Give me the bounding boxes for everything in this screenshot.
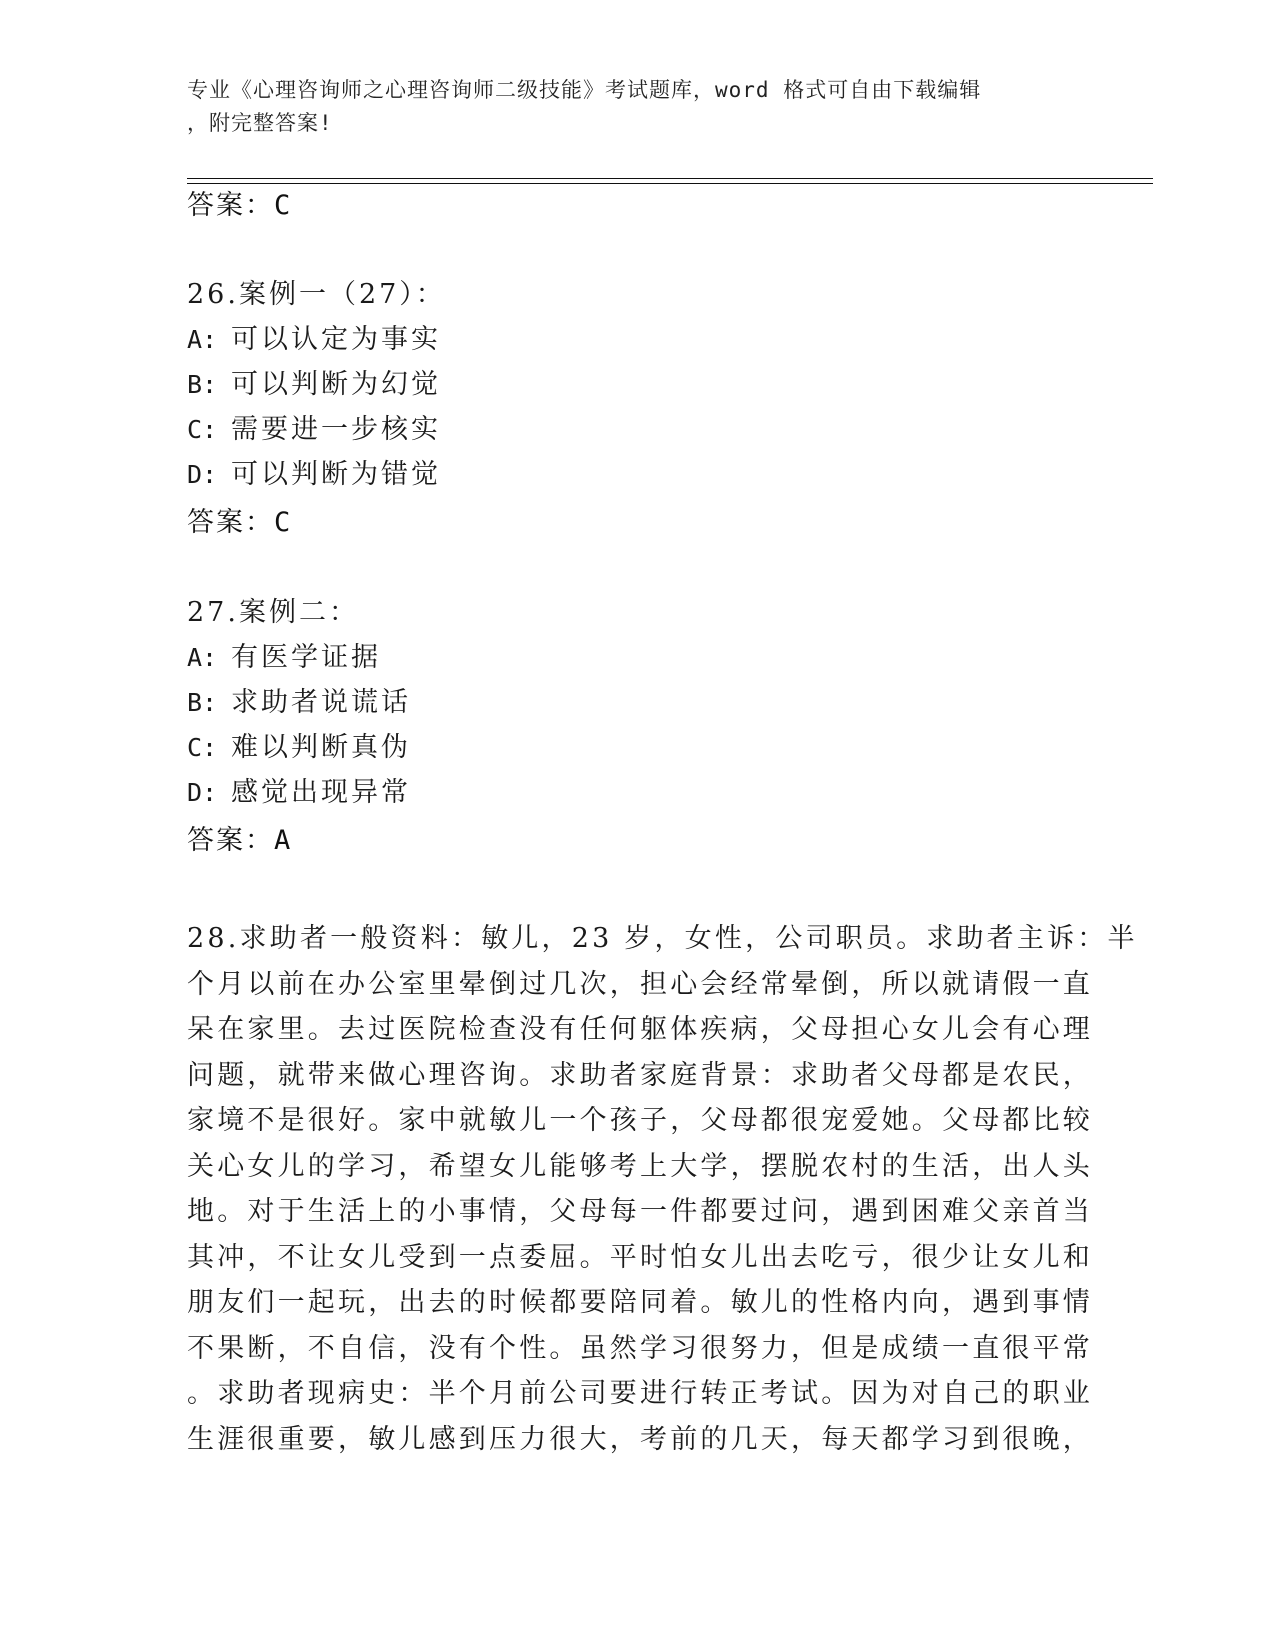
option-letter: C: — [187, 415, 218, 444]
passage-line: 其冲，不让女儿受到一点委屈。平时怕女儿出去吃亏，很少让女儿和 — [187, 1241, 1093, 1273]
option-b — [187, 680, 1107, 725]
header-line-2: ，附完整答案! — [187, 111, 333, 135]
passage-line: 呆在家里。去过医院检查没有任何躯体疾病，父母担心女儿会有心理 — [187, 1014, 1093, 1045]
passage-line: 地。对于生活上的小事情，父母每一件都要过问，遇到困难父亲首当 — [187, 1196, 1093, 1227]
option-text: 可以认定为事实 — [231, 324, 441, 355]
answer-label: 答案： — [187, 825, 274, 856]
header-divider-top — [187, 178, 1153, 179]
option-text: 难以判断真伪 — [231, 732, 411, 763]
option-letter: B: — [187, 370, 218, 399]
passage-line: 关心女儿的学习，希望女儿能够考上大学，摆脱农村的生活，出人头 — [187, 1150, 1093, 1182]
passage-line: 家境不是很好。家中就敏儿一个孩子，父母都很宠爱她。父母都比较 — [187, 1105, 1093, 1136]
passage-line: 朋友们一起玩，出去的时候都要陪同着。敏儿的性格内向，遇到事情 — [187, 1287, 1093, 1318]
option-a — [187, 635, 1107, 680]
question-26 — [187, 272, 1107, 497]
passage-line: 问题，就带来做心理咨询。求助者家庭背景：求助者父母都是农民， — [187, 1059, 1093, 1091]
passage-line: 生涯很重要，敏儿感到压力很大，考前的几天，每天都学习到很晚， — [187, 1423, 1093, 1455]
option-text: 可以判断为错觉 — [231, 459, 441, 490]
header-divider-bottom — [187, 183, 1153, 184]
option-text: 求助者说谎话 — [231, 687, 411, 718]
option-d — [187, 770, 1107, 815]
option-text: 需要进一步核实 — [231, 414, 441, 445]
answer-value: A — [274, 825, 293, 856]
answer-q26 — [187, 505, 292, 541]
passage-line: 个月以前在办公室里晕倒过几次，担心会经常晕倒，所以就请假一直 — [187, 968, 1093, 1000]
header-line-1: 专业《心理咨询师之心理咨询师二级技能》考试题库，word 格式可自由下载编辑 — [187, 78, 982, 102]
answer-value: C — [274, 507, 293, 538]
answer-q25 — [187, 188, 292, 224]
option-c — [187, 725, 1107, 770]
option-letter: C: — [187, 733, 218, 762]
option-letter: A: — [187, 643, 218, 672]
question-27 — [187, 590, 1107, 815]
option-text: 有医学证据 — [231, 642, 381, 673]
option-letter: D: — [187, 460, 218, 489]
option-d — [187, 452, 1107, 497]
option-letter: B: — [187, 688, 218, 717]
answer-value: C — [274, 190, 293, 221]
option-text: 可以判断为幻觉 — [231, 369, 441, 400]
question-28-passage — [187, 916, 1138, 1462]
passage-line: 。求助者现病史：半个月前公司要进行转正考试。因为对自己的职业 — [187, 1378, 1093, 1409]
answer-label: 答案： — [187, 507, 274, 538]
answer-label: 答案： — [187, 190, 274, 221]
option-letter: A: — [187, 325, 218, 354]
option-c — [187, 407, 1107, 452]
option-a — [187, 317, 1107, 362]
passage-line: 28.求助者一般资料：敏儿，23 岁，女性，公司职员。求助者主诉：半 — [187, 923, 1138, 954]
answer-q27 — [187, 823, 292, 859]
option-b — [187, 362, 1107, 407]
question-title: 27.案例二： — [187, 597, 359, 628]
option-text: 感觉出现异常 — [231, 777, 411, 808]
option-letter: D: — [187, 778, 218, 807]
question-title: 26.案例一（27）： — [187, 279, 446, 310]
passage-line: 不果断，不自信，没有个性。虽然学习很努力，但是成绩一直很平常 — [187, 1332, 1093, 1364]
document-header — [187, 74, 1067, 140]
